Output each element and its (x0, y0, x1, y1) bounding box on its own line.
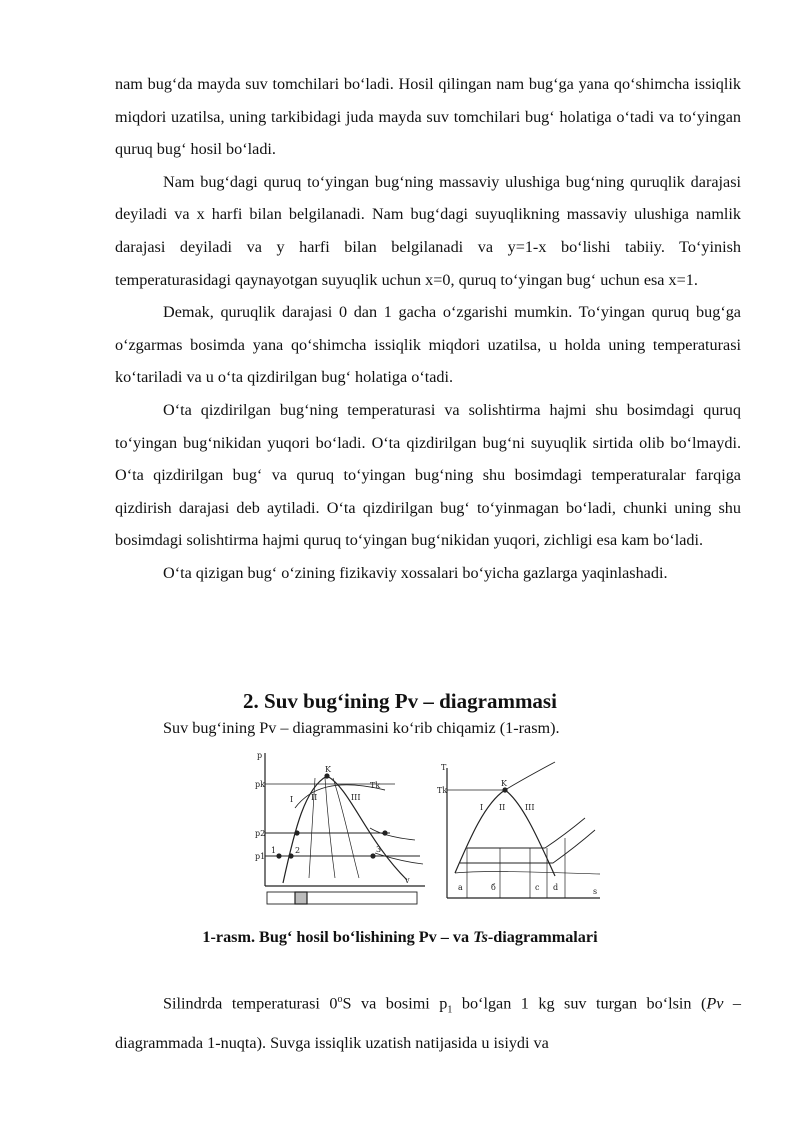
ts-diagram (447, 762, 600, 898)
paragraph-5: O‘ta qizigan bug‘ o‘zining fizikaviy xossalari bo‘yicha gazlarga yaqinlashadi. (163, 563, 668, 582)
caption-prefix: 1-rasm. Bug‘ hosil bo‘lishining Pv – va (202, 928, 474, 946)
diagram-figure (255, 748, 605, 913)
degree-sign: o (337, 994, 343, 1005)
pv-label-point-3: 3 (376, 845, 382, 854)
ts-critical-isobar (505, 762, 555, 790)
ts-label-d: d (553, 883, 559, 892)
final-part-1: Silindrda temperaturasi 0 (163, 994, 338, 1013)
pv-t2-isotherm (370, 828, 415, 840)
final-part-2: S va bosimi p (342, 994, 448, 1013)
pv-label-pk: pk (255, 780, 265, 789)
pv-label-region-3: III (351, 793, 361, 802)
pv-saturation-dome (283, 776, 407, 883)
pv-label-region-2: II (311, 793, 318, 802)
pv-label-p2: p2 (255, 829, 266, 838)
paragraph-3: Demak, quruqlik darajasi 0 dan 1 gacha o‘zgarishi mumkin. To‘yingan quruq bug‘ga o‘zgarmas bosimda yana qo‘shimcha issiqlik miqdori uzatilsa, u holda uning temperaturasi ko‘tariladi va u o‘ta qizdirilgan bug‘ holatiga o‘tadi. (115, 303, 741, 387)
ts-label-c: c (535, 883, 540, 892)
ts-lower-curve (455, 871, 600, 874)
paragraph-2: Nam bug‘dagi quruq to‘yingan bug‘ning massaviy ulushiga bug‘ning quruqlik darajasi deyiladi va x harfi bilan belgilanadi. Nam bug‘dagi suyuqlikning massaviy ulushiga namlik darajasi deyiladi va y harfi bilan belgilanadi va y=1-x bo‘lishi tabiiy. To‘yinish temperaturasidagi qaynayotgan suyuqlik uchun x=0, quruq to‘yingan bug‘ uchun esa x=1. (115, 172, 741, 289)
ts-label-region-3: III (525, 803, 535, 812)
ts-label-region-1: I (480, 803, 484, 812)
pv-label-v: v (405, 876, 410, 885)
subscript-1: 1 (447, 1004, 453, 1016)
ts-label-a: a (458, 883, 463, 892)
pv-label-p1: p1 (255, 852, 266, 861)
caption-suffix: -diagrammalari (487, 928, 598, 946)
final-part-4: – diagrammada 1-nuqta). Suvga issiqlik uzatish natijasida u isiydi va (115, 994, 742, 1052)
intro-sentence: Suv bug‘ining Pv – diagrammasini ko‘rib chiqamiz (1-rasm). (163, 719, 560, 737)
pv-label-point-1: 1 (271, 846, 277, 855)
ts-label-s: s (593, 887, 598, 896)
ts-label-region-2: II (499, 803, 506, 812)
body-text (115, 68, 741, 590)
figure-caption (0, 928, 800, 947)
section-heading: 2. Suv bug‘ining Pv – diagrammasi (243, 689, 557, 713)
pv-label-tk: Tk (370, 781, 381, 790)
final-pv: Pv (706, 994, 724, 1013)
piston (295, 892, 307, 904)
caption-ts: Ts (473, 928, 488, 946)
ts-label-t: T (441, 763, 447, 772)
final-paragraph (115, 983, 741, 1060)
pv-label-k: K (325, 765, 331, 774)
ts-label-k: K (501, 779, 507, 788)
cylinder (267, 892, 417, 904)
final-part-3: bo‘lgan 1 kg suv turgan bo‘lsin ( (452, 994, 707, 1013)
pv-x-line-2 (325, 778, 335, 878)
pv-label-region-1: I (290, 795, 294, 804)
ts-label-b: б (491, 883, 496, 892)
ts-isobar-1 (467, 818, 585, 848)
pv-label-point-2: 2 (295, 846, 301, 855)
pv-t1-isotherm (375, 853, 423, 864)
pv-label-p: p (257, 751, 263, 760)
ts-label-tk: Tk (437, 786, 448, 795)
pv-labels (255, 751, 410, 885)
ts-isobar-2 (460, 830, 595, 863)
pv-diagram (265, 753, 425, 904)
paragraph-1: nam bug‘da mayda suv tomchilari bo‘ladi. Hosil qilingan nam bug‘ga yana qo‘shimcha issiqlik miqdori uzatilsa, uning tarkibidagi juda mayda suv tomchilari bug‘ holatiga o‘tadi va to‘yingan quruq bug‘ hosil bo‘ladi. (115, 75, 741, 159)
pv-ts-diagrams (255, 748, 605, 913)
paragraph-4: O‘ta qizdirilgan bug‘ning temperaturasi va solishtirma hajmi shu bosimdagi quruq to‘yingan bug‘nikidan yuqori bo‘ladi. O‘ta qizdirilgan bug‘ni suyuqlik sirtida olib bo‘lmaydi. O‘ta qizdirilgan bug‘ va quruq to‘yingan bug‘ning shu bosimdagi temperaturalar farqiga qizdirish darajasi deb aytiladi. O‘ta qizdirilgan bug‘ to‘yinmagan bo‘ladi, chunki uning shu bosimdagi solishtirma hajmi quruq to‘yingan bug‘nikidan yuqori, zichligi esa kam bo‘ladi. (115, 400, 741, 550)
